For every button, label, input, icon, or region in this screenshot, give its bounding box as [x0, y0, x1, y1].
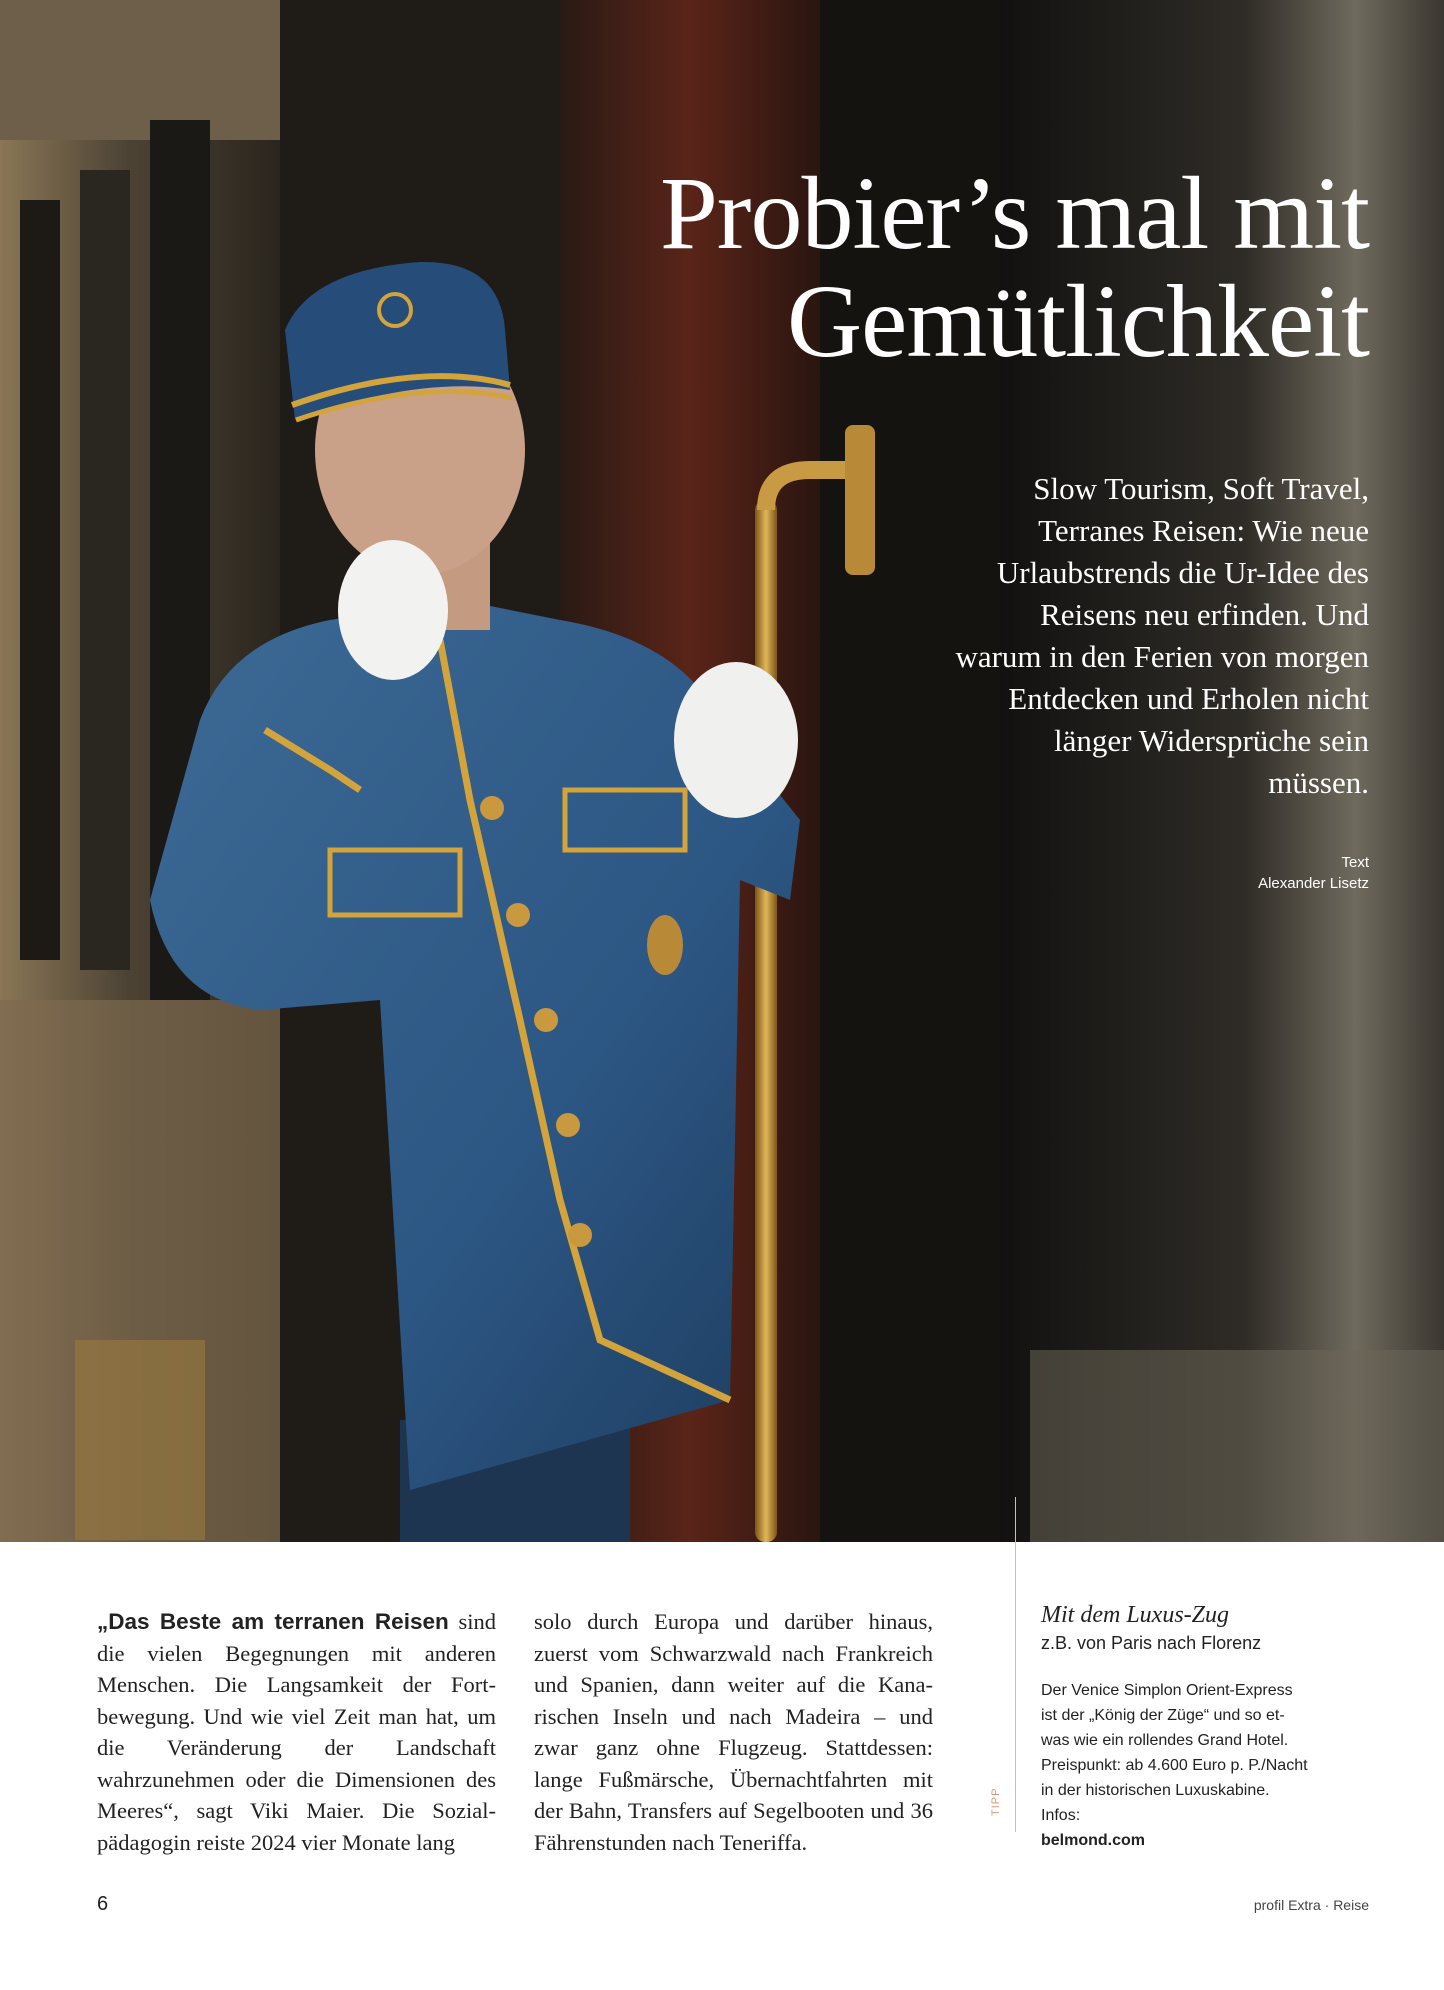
body-lead-in: „Das Beste am terranen Reisen	[97, 1609, 449, 1634]
author-credit	[1258, 852, 1369, 894]
body-column-2: solo durch Europa und darüber hinaus, zuerst vom Schwarzwald nach Frankreich und Spanien, dann weiter auf die Kanarischen Inseln und nach Madeira – und zwar ganz ohne Flugzeug. Stattdessen: lange Fußmärsche, Übernachtfahrten mit der Bahn, Transfers auf Segelbooten und 36 Fährenstunden nach Teneriffa.	[534, 1609, 933, 1855]
credit-author: Alexander Lisetz	[1258, 875, 1369, 892]
credit-label: Text	[1341, 854, 1369, 871]
body-column-1	[97, 1606, 496, 1858]
page-number: 6	[97, 1893, 109, 1915]
tip-line-4: Preispunkt: ab 4.600 Euro p. P./Nacht	[1041, 1757, 1308, 1774]
tip-subtitle: z.B. von Paris nach Florenz	[1041, 1633, 1262, 1653]
running-footer: profil Extra · Reise	[1253, 1897, 1369, 1913]
tip-divider	[1015, 1497, 1016, 1832]
tip-body	[1041, 1678, 1341, 1853]
tip-line-5: in der historischen Luxuskabine.	[1041, 1782, 1270, 1799]
tip-info	[1041, 1803, 1341, 1853]
tip-line-2: ist der „König der Züge“ und so et-	[1041, 1707, 1285, 1724]
tip-line-1: Der Venice Simplon Orient-Express	[1041, 1682, 1293, 1699]
headline-line-2: Gemütlichkeit	[787, 264, 1369, 379]
lead-paragraph: Slow Tourism, Soft Travel, Terranes Reisen: Wie neue Urlaubstrends die Ur-Idee des Reisens neu erfinden. Und warum in den Ferien von morgen Entdecken und Erholen nicht länger Widersprüche sein müssen.	[955, 471, 1369, 800]
tip-info-link[interactable]: belmond.com	[1041, 1832, 1146, 1849]
tip-box	[1041, 1600, 1341, 1853]
tip-title: Mit dem Luxus-Zug	[1041, 1602, 1229, 1628]
body-column-1-text: sind die vielen Begegnungen mit anderen Menschen. Die Langsamkeit der Fortbewegung. Und wie viel Zeit man hat, um die Veränderung der Landschaft wahrzunehmen oder die Dimensionen des Meeres“, sagt Viki Maier. Die Sozialpädagogin reiste 2024 vier Monate lang	[97, 1609, 496, 1855]
tip-label: TIPP	[990, 1787, 1002, 1816]
tip-info-label: Infos:	[1041, 1807, 1081, 1824]
tip-line-3: was wie ein rollendes Grand Hotel.	[1041, 1732, 1289, 1749]
headline-line-1: Probier’s mal mit	[659, 156, 1369, 271]
headline	[649, 156, 1369, 379]
